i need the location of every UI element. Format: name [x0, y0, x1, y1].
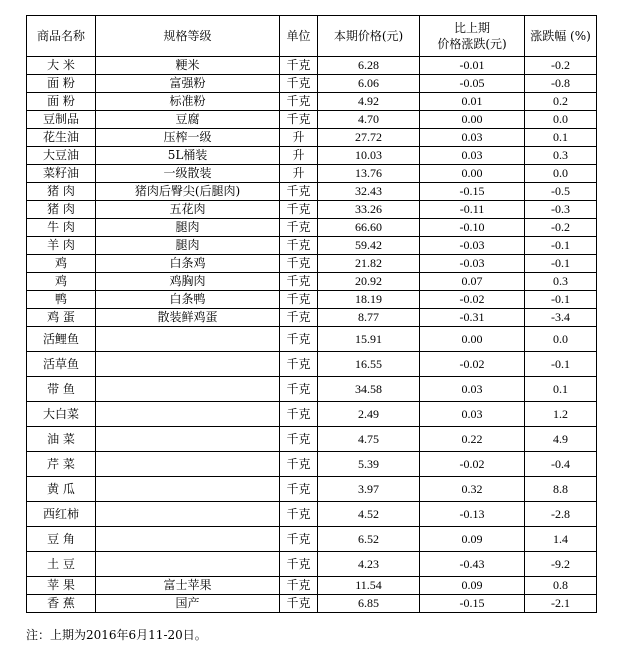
cell-product-name: 油 菜: [27, 427, 96, 452]
cell-current-price: 4.70: [318, 111, 420, 129]
cell-spec-grade: 白条鸡: [96, 255, 280, 273]
cell-change-rate: -3.4: [525, 309, 597, 327]
cell-spec-grade: 猪肉后臀尖(后腿肉): [96, 183, 280, 201]
cell-unit: 千克: [280, 427, 318, 452]
table-row: [27, 111, 597, 129]
cell-current-price: 6.06: [318, 75, 420, 93]
cell-unit: 千克: [280, 527, 318, 552]
cell-product-name: 羊 肉: [27, 237, 96, 255]
cell-change-rate: -0.1: [525, 291, 597, 309]
header-unit: [280, 16, 318, 57]
cell-price-change: -0.13: [420, 502, 525, 527]
cell-unit: 千克: [280, 57, 318, 75]
cell-current-price: 8.77: [318, 309, 420, 327]
cell-spec-grade: [96, 402, 280, 427]
cell-spec-grade: 5L桶装: [96, 147, 280, 165]
table-body: [27, 57, 597, 613]
cell-current-price: 10.03: [318, 147, 420, 165]
table-row: [27, 327, 597, 352]
cell-change-rate: -0.3: [525, 201, 597, 219]
table-row: [27, 402, 597, 427]
cell-change-rate: -0.2: [525, 57, 597, 75]
cell-product-name: 面 粉: [27, 93, 96, 111]
table-row: [27, 502, 597, 527]
cell-product-name: 鸡 蛋: [27, 309, 96, 327]
table-row: [27, 219, 597, 237]
cell-product-name: 猪 肉: [27, 183, 96, 201]
cell-spec-grade: [96, 477, 280, 502]
cell-unit: 千克: [280, 183, 318, 201]
cell-current-price: 66.60: [318, 219, 420, 237]
cell-spec-grade: 鸡胸肉: [96, 273, 280, 291]
cell-unit: 千克: [280, 402, 318, 427]
cell-unit: 千克: [280, 237, 318, 255]
cell-price-change: -0.43: [420, 552, 525, 577]
cell-price-change: 0.03: [420, 129, 525, 147]
cell-product-name: 花生油: [27, 129, 96, 147]
cell-product-name: 苹 果: [27, 577, 96, 595]
cell-current-price: 15.91: [318, 327, 420, 352]
cell-unit: 千克: [280, 595, 318, 613]
table-header: [27, 16, 597, 57]
table-row: [27, 377, 597, 402]
cell-change-rate: 0.1: [525, 129, 597, 147]
cell-product-name: 西红柿: [27, 502, 96, 527]
table-row: [27, 577, 597, 595]
cell-price-change: 0.01: [420, 93, 525, 111]
cell-unit: 千克: [280, 452, 318, 477]
cell-product-name: 鸡: [27, 255, 96, 273]
header-current-price: [318, 16, 420, 57]
cell-price-change: 0.00: [420, 327, 525, 352]
cell-change-rate: 0.8: [525, 577, 597, 595]
cell-spec-grade: 粳米: [96, 57, 280, 75]
cell-price-change: -0.10: [420, 219, 525, 237]
cell-price-change: 0.03: [420, 377, 525, 402]
cell-price-change: 0.09: [420, 527, 525, 552]
table-row: [27, 255, 597, 273]
cell-change-rate: -0.5: [525, 183, 597, 201]
cell-product-name: 鸭: [27, 291, 96, 309]
cell-spec-grade: 一级散装: [96, 165, 280, 183]
cell-change-rate: 8.8: [525, 477, 597, 502]
table-row: [27, 57, 597, 75]
cell-spec-grade: 豆腐: [96, 111, 280, 129]
table-row: [27, 552, 597, 577]
header-current-price-line: 本期价格(元): [333, 29, 404, 43]
cell-unit: 千克: [280, 273, 318, 291]
cell-product-name: 豆 角: [27, 527, 96, 552]
cell-current-price: 6.85: [318, 595, 420, 613]
cell-product-name: 豆制品: [27, 111, 96, 129]
cell-current-price: 4.92: [318, 93, 420, 111]
cell-change-rate: 0.2: [525, 93, 597, 111]
cell-current-price: 6.28: [318, 57, 420, 75]
cell-change-rate: -0.4: [525, 452, 597, 477]
cell-change-rate: 0.0: [525, 327, 597, 352]
cell-product-name: 香 蕉: [27, 595, 96, 613]
cell-spec-grade: [96, 502, 280, 527]
table-row: [27, 129, 597, 147]
cell-change-rate: 1.2: [525, 402, 597, 427]
table-row: [27, 527, 597, 552]
table-row: [27, 595, 597, 613]
cell-product-name: 活鲤鱼: [27, 327, 96, 352]
cell-price-change: 0.09: [420, 577, 525, 595]
cell-price-change: 0.22: [420, 427, 525, 452]
cell-unit: 千克: [280, 309, 318, 327]
cell-change-rate: -0.1: [525, 352, 597, 377]
cell-price-change: 0.03: [420, 147, 525, 165]
cell-product-name: 带 鱼: [27, 377, 96, 402]
table-row: [27, 165, 597, 183]
cell-current-price: 5.39: [318, 452, 420, 477]
table-row: [27, 452, 597, 477]
cell-product-name: 芹 菜: [27, 452, 96, 477]
cell-change-rate: -0.2: [525, 219, 597, 237]
cell-current-price: 16.55: [318, 352, 420, 377]
cell-current-price: 4.23: [318, 552, 420, 577]
cell-price-change: 0.07: [420, 273, 525, 291]
table-row: [27, 201, 597, 219]
table-row: [27, 291, 597, 309]
cell-current-price: 4.75: [318, 427, 420, 452]
table-row: [27, 352, 597, 377]
cell-price-change: -0.02: [420, 452, 525, 477]
cell-unit: 千克: [280, 255, 318, 273]
cell-current-price: 3.97: [318, 477, 420, 502]
cell-change-rate: 1.4: [525, 527, 597, 552]
header-change-rate-line: 涨跌幅 (%): [530, 29, 591, 43]
cell-spec-grade: 国产: [96, 595, 280, 613]
header-change-rate: [525, 16, 597, 57]
cell-current-price: 32.43: [318, 183, 420, 201]
cell-product-name: 大 米: [27, 57, 96, 75]
cell-current-price: 21.82: [318, 255, 420, 273]
cell-change-rate: 0.1: [525, 377, 597, 402]
cell-product-name: 大白菜: [27, 402, 96, 427]
cell-change-rate: 0.3: [525, 147, 597, 165]
cell-unit: 升: [280, 147, 318, 165]
footnote: 注：上期为2016年6月11-20日。: [26, 628, 207, 642]
cell-price-change: -0.15: [420, 595, 525, 613]
cell-unit: 千克: [280, 327, 318, 352]
cell-change-rate: -2.8: [525, 502, 597, 527]
cell-current-price: 27.72: [318, 129, 420, 147]
cell-price-change: -0.02: [420, 352, 525, 377]
price-table-container: [26, 15, 596, 613]
cell-unit: 千克: [280, 75, 318, 93]
cell-spec-grade: [96, 377, 280, 402]
cell-unit: 千克: [280, 201, 318, 219]
header-spec-grade: [96, 16, 280, 57]
header-row: [27, 16, 597, 57]
cell-spec-grade: [96, 352, 280, 377]
cell-spec-grade: [96, 452, 280, 477]
cell-price-change: 0.03: [420, 402, 525, 427]
cell-current-price: 18.19: [318, 291, 420, 309]
table-row: [27, 237, 597, 255]
cell-spec-grade: [96, 527, 280, 552]
cell-unit: 千克: [280, 219, 318, 237]
cell-unit: 千克: [280, 377, 318, 402]
cell-change-rate: -0.1: [525, 255, 597, 273]
table-row: [27, 75, 597, 93]
cell-unit: 千克: [280, 93, 318, 111]
price-table: [26, 15, 597, 613]
header-spec-grade-line: 规格等级: [163, 29, 212, 43]
cell-current-price: 33.26: [318, 201, 420, 219]
cell-spec-grade: 散装鲜鸡蛋: [96, 309, 280, 327]
header-price-change-line: 比上期: [453, 21, 490, 35]
cell-change-rate: -0.8: [525, 75, 597, 93]
cell-spec-grade: 压榨一级: [96, 129, 280, 147]
cell-change-rate: 4.9: [525, 427, 597, 452]
cell-spec-grade: 富士苹果: [96, 577, 280, 595]
cell-unit: 千克: [280, 291, 318, 309]
cell-spec-grade: 富强粉: [96, 75, 280, 93]
cell-current-price: 2.49: [318, 402, 420, 427]
cell-product-name: 面 粉: [27, 75, 96, 93]
header-unit-line: 单位: [286, 29, 311, 43]
cell-spec-grade: 五花肉: [96, 201, 280, 219]
cell-change-rate: 0.3: [525, 273, 597, 291]
cell-price-change: 0.32: [420, 477, 525, 502]
cell-unit: 千克: [280, 477, 318, 502]
table-row: [27, 93, 597, 111]
cell-price-change: -0.05: [420, 75, 525, 93]
cell-current-price: 4.52: [318, 502, 420, 527]
cell-current-price: 20.92: [318, 273, 420, 291]
cell-current-price: 6.52: [318, 527, 420, 552]
cell-unit: 千克: [280, 352, 318, 377]
cell-unit: 升: [280, 165, 318, 183]
cell-change-rate: -2.1: [525, 595, 597, 613]
cell-spec-grade: [96, 427, 280, 452]
cell-unit: 千克: [280, 111, 318, 129]
table-row: [27, 309, 597, 327]
table-row: [27, 147, 597, 165]
table-row: [27, 183, 597, 201]
header-price-change: [420, 16, 525, 57]
cell-spec-grade: [96, 327, 280, 352]
table-row: [27, 427, 597, 452]
cell-unit: 千克: [280, 502, 318, 527]
cell-spec-grade: 白条鸭: [96, 291, 280, 309]
cell-product-name: 活草鱼: [27, 352, 96, 377]
header-product-name-line: 商品名称: [36, 29, 85, 43]
cell-change-rate: -9.2: [525, 552, 597, 577]
cell-price-change: 0.00: [420, 165, 525, 183]
cell-price-change: 0.00: [420, 111, 525, 129]
cell-price-change: -0.03: [420, 255, 525, 273]
cell-price-change: -0.02: [420, 291, 525, 309]
header-price-change-line: 价格涨跌(元): [437, 37, 507, 51]
cell-price-change: -0.01: [420, 57, 525, 75]
cell-price-change: -0.31: [420, 309, 525, 327]
cell-product-name: 土 豆: [27, 552, 96, 577]
cell-current-price: 11.54: [318, 577, 420, 595]
cell-price-change: -0.03: [420, 237, 525, 255]
cell-product-name: 黄 瓜: [27, 477, 96, 502]
cell-product-name: 鸡: [27, 273, 96, 291]
cell-current-price: 34.58: [318, 377, 420, 402]
cell-change-rate: -0.1: [525, 237, 597, 255]
cell-product-name: 猪 肉: [27, 201, 96, 219]
cell-price-change: -0.15: [420, 183, 525, 201]
table-row: [27, 477, 597, 502]
cell-current-price: 59.42: [318, 237, 420, 255]
cell-spec-grade: 标准粉: [96, 93, 280, 111]
cell-product-name: 牛 肉: [27, 219, 96, 237]
cell-product-name: 菜籽油: [27, 165, 96, 183]
cell-change-rate: 0.0: [525, 111, 597, 129]
header-product-name: [27, 16, 96, 57]
cell-current-price: 13.76: [318, 165, 420, 183]
cell-spec-grade: 腿肉: [96, 219, 280, 237]
cell-product-name: 大豆油: [27, 147, 96, 165]
cell-unit: 千克: [280, 577, 318, 595]
table-row: [27, 273, 597, 291]
cell-change-rate: 0.0: [525, 165, 597, 183]
cell-spec-grade: 腿肉: [96, 237, 280, 255]
cell-unit: 千克: [280, 552, 318, 577]
cell-unit: 升: [280, 129, 318, 147]
cell-spec-grade: [96, 552, 280, 577]
cell-price-change: -0.11: [420, 201, 525, 219]
